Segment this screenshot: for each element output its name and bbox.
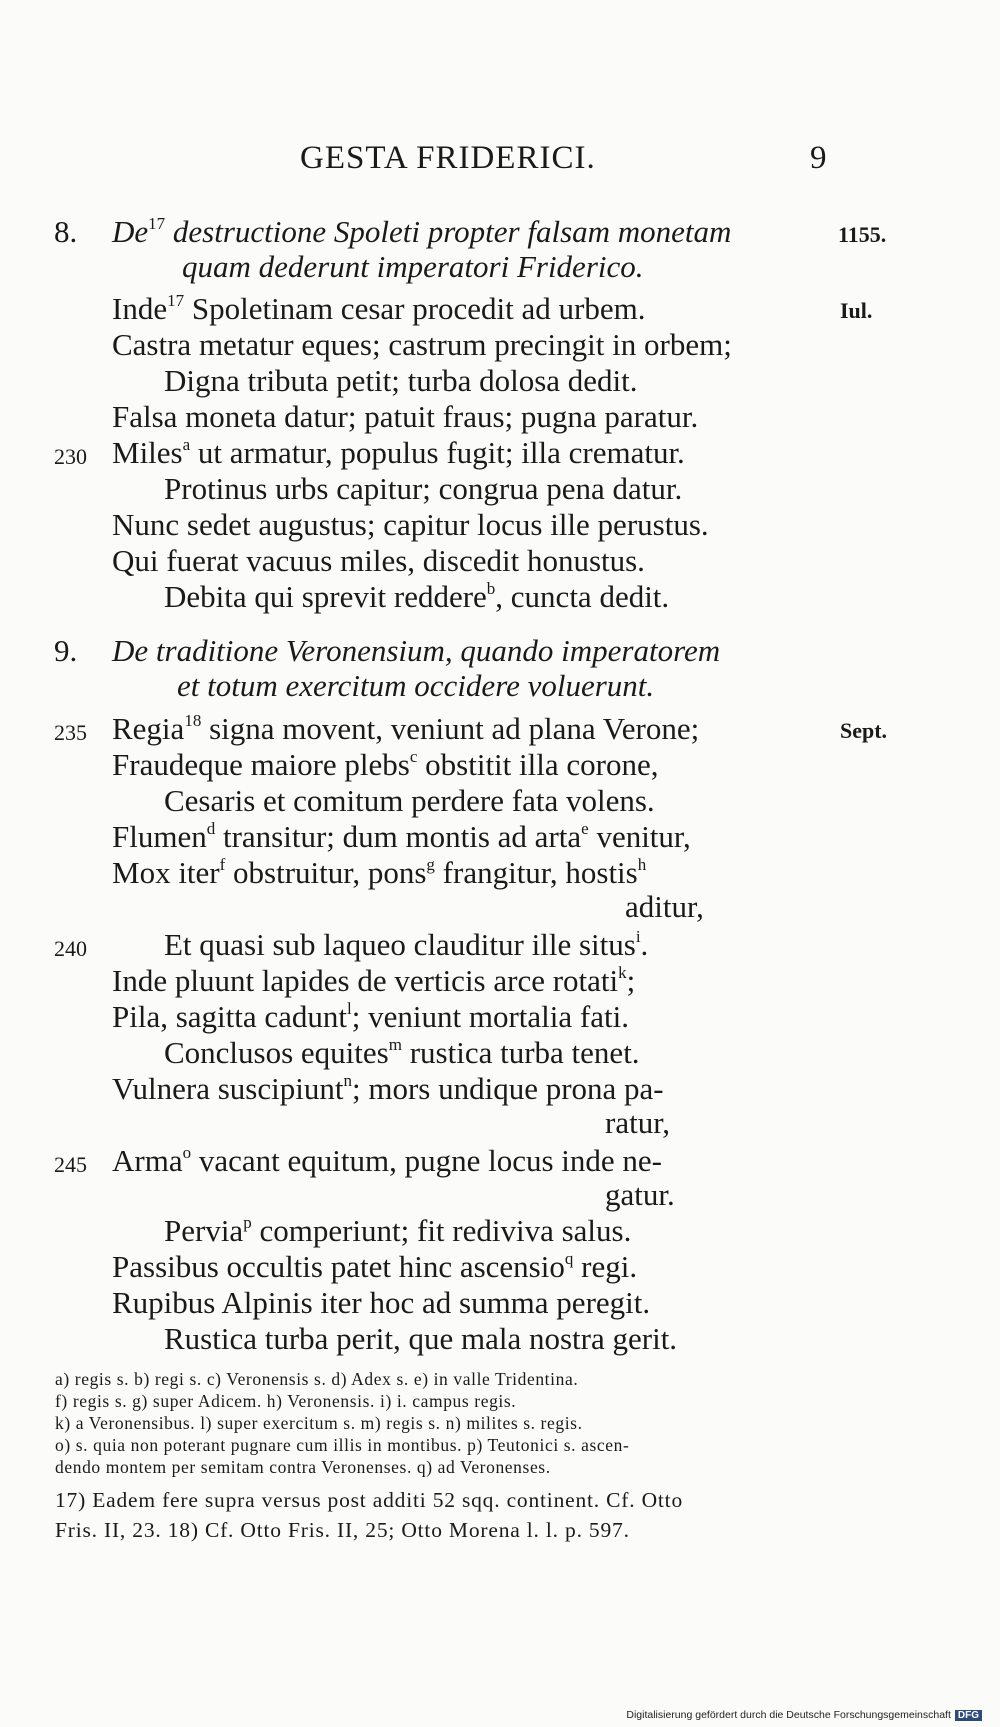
apparatus-note: dendo montem per semitam contra Veronenses. q) ad Veronenses. [55, 1457, 551, 1477]
section-8-heading-cont: quam dederunt imperatori Friderico. [182, 249, 644, 284]
editorial-note: 17) Eadem fere supra versus post additi 52 sqq. continent. Cf. Otto [55, 1488, 684, 1512]
running-title: GESTA FRIDERICI. [300, 140, 596, 176]
verse-line-runover: ratur, [605, 1105, 671, 1140]
verse-line: Fraudeque maiore plebs$^c$ obstitit illa corone, [112, 747, 659, 782]
verse-line: Falsa moneta datur; patuit fraus; pugna paratur. [112, 399, 699, 434]
verse-line: Pervia$^p$ comperiunt; fit rediviva salus. [164, 1213, 632, 1248]
margin-month: Iul. [840, 298, 873, 323]
page-number: 9 [810, 140, 827, 176]
verse-line: Digna tributa petit; turba dolosa dedit. [164, 363, 638, 398]
verse-line: Mox iter$^f$ obstruitur, pons$^g$ frangitur, hostis$^h$ [112, 855, 647, 890]
verse-line: Flumen$^d$ transitur; dum montis ad arta$^e$ venitur, [112, 819, 691, 854]
verse-line: Qui fuerat vacuus miles, discedit honustus. [112, 543, 645, 578]
section-number: 9. [54, 633, 78, 668]
section-9-heading-cont: et totum exercitum occidere voluerunt. [177, 668, 655, 703]
verse-line: Rustica turba perit, que mala nostra gerit. [164, 1321, 678, 1356]
verse-line: Inde pluunt lapides de verticis arce rotati$^k$; [112, 963, 636, 998]
verse-line: 230 Miles$^a$ ut armatur, populus fugit; illa crematur. [112, 436, 685, 470]
verse-line-runover: aditur, [625, 889, 704, 924]
editorial-note: Fris. II, 23. 18) Cf. Otto Fris. II, 25; Otto Morena l. l. p. 597. [55, 1518, 630, 1542]
verse-line-runover: gatur. [605, 1177, 675, 1212]
verse-line: 240 Et quasi sub laqueo clauditur ille situs$^i$. [164, 928, 648, 962]
verse-line: Rupibus Alpinis iter hoc ad summa peregit. [112, 1285, 651, 1320]
digitization-credit: Digitalisierung gefördert durch die Deutsche Forschungsgemeinschaft DFG [626, 1709, 982, 1721]
verse-line: Conclusos equites$^m$ rustica turba tenet. [164, 1035, 640, 1070]
verse-line: Vulnera suscipiunt$^n$; mors undique prona pa- [112, 1071, 664, 1106]
apparatus-note: f) regis s. g) super Adicem. h) Veronensis. i) i. campus regis. [55, 1391, 517, 1411]
verse-line: Passibus occultis patet hinc ascensio$^q$ regi. [112, 1249, 638, 1284]
verse-line: Debita qui sprevit reddere$^b$, cuncta dedit. [164, 579, 670, 614]
line-number: 245 [54, 1152, 87, 1177]
section-9-heading: 9. De traditione Veronensium, quando imperatorem [54, 633, 721, 668]
line-number: 240 [54, 936, 87, 961]
section-8-heading: 8. De$^{17}$ destructione Spoleti propter falsam monetam [54, 214, 732, 249]
verse-line: Cesaris et comitum perdere fata volens. [164, 783, 655, 818]
margin-year: 1155. [838, 222, 887, 247]
line-number: 230 [54, 444, 87, 469]
section-number: 8. [54, 214, 78, 249]
verse-line: Castra metatur eques; castrum precingit in orbem; [112, 327, 732, 362]
verse-line: 245 Arma$^o$ vacant equitum, pugne locus inde ne- [112, 1144, 662, 1178]
verse-line: Nunc sedet augustus; capitur locus ille perustus. [112, 507, 709, 542]
apparatus-note: k) a Veronensibus. l) super exercitum s. m) regis s. n) milites s. regis. [55, 1413, 583, 1433]
apparatus-note: a) regis s. b) regi s. c) Veronensis s. d) Adex s. e) in valle Tridentina. [55, 1369, 579, 1389]
verse-line: 235 Regia$^{18}$ signa movent, veniunt ad plana Verone; [112, 712, 699, 746]
verse-line: Inde$^{17}$ Spoletinam cesar procedit ad urbem. [112, 291, 646, 326]
line-number: 235 [54, 720, 87, 745]
margin-month: Sept. [840, 718, 888, 743]
dfg-logo: DFG [955, 1710, 982, 1721]
apparatus-note: o) s. quia non poterant pugnare cum illis in montibus. p) Teutonici s. ascen- [55, 1435, 630, 1455]
running-header [0, 140, 1000, 180]
verse-line: Protinus urbs capitur; congrua pena datur. [164, 471, 683, 506]
verse-line: Pila, sagitta cadunt$^l$; veniunt mortalia fati. [112, 999, 629, 1034]
